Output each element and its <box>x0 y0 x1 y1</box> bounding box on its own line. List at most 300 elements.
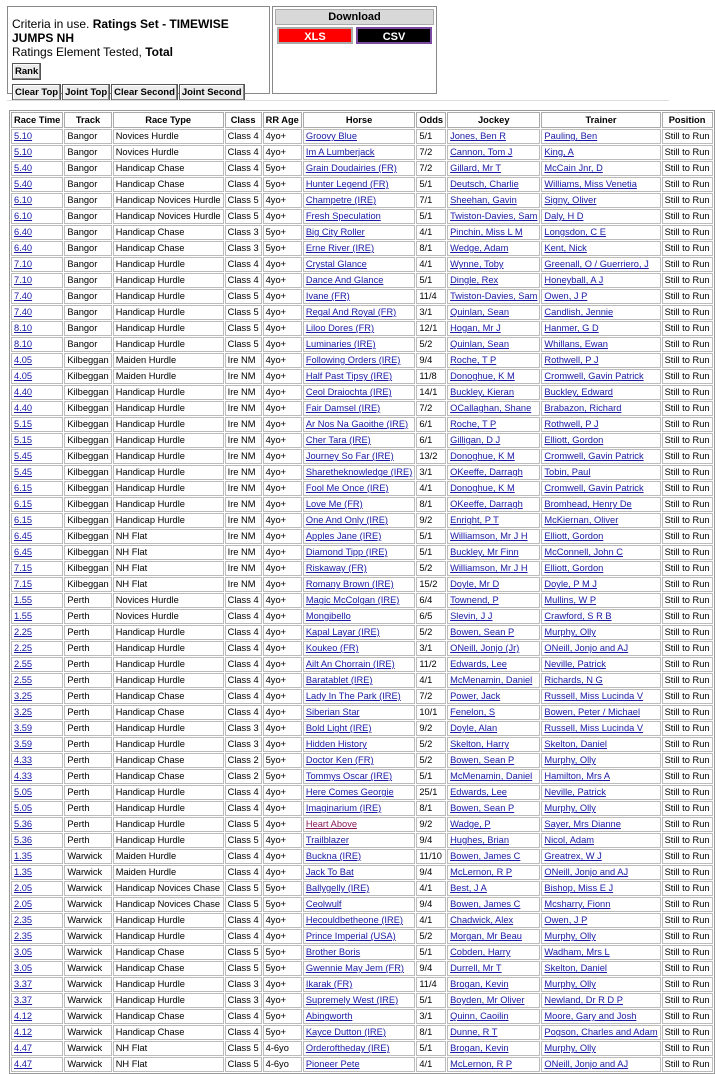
horse-link[interactable]: Pioneer Pete <box>305 1059 360 1069</box>
race-time-cell <box>11 417 63 432</box>
horse-link[interactable]: Kapal Layar (IRE) <box>305 627 380 637</box>
jockey-link[interactable]: Slevin, J J <box>450 611 493 621</box>
table-row <box>11 577 713 592</box>
trainer-link[interactable]: ONeill, Jonjo and AJ <box>544 1059 629 1069</box>
jockey-link[interactable]: Skelton, Harry <box>450 739 509 749</box>
horse-link[interactable]: Lady In The Park (IRE) <box>305 691 401 701</box>
trainer-cell <box>541 1041 660 1056</box>
trainer-link[interactable]: McKiernan, Oliver <box>544 515 619 525</box>
trainer-link[interactable]: ONeill, Jonjo and AJ <box>544 867 629 877</box>
jockey-link[interactable]: McLernon, R P <box>450 1059 513 1069</box>
jockey-link[interactable]: Durrell, Mr T <box>450 963 502 973</box>
trainer-link[interactable]: ONeill, Jonjo and AJ <box>544 643 629 653</box>
rr-age-cell: 4yo+ <box>263 193 302 208</box>
horse-link[interactable]: Following Orders (IRE) <box>305 355 401 365</box>
jockey-link[interactable]: Twiston-Davies, Sam <box>450 291 538 301</box>
horse-link[interactable]: Love Me (FR) <box>305 499 363 509</box>
race-time-link[interactable]: 3.59 <box>14 723 33 733</box>
jockey-link[interactable]: Dingle, Rex <box>450 275 499 285</box>
jockey-cell <box>447 865 540 880</box>
horse-link[interactable]: Abingworth <box>305 1011 353 1021</box>
horse-link[interactable]: Diamond Tipp (IRE) <box>305 547 388 557</box>
trainer-link[interactable]: Cromwell, Gavin Patrick <box>544 483 644 493</box>
horse-link[interactable]: Erne River (IRE) <box>305 243 375 253</box>
trainer-link[interactable]: Elliott, Gordon <box>544 563 604 573</box>
trainer-link[interactable]: Sayer, Mrs Dianne <box>544 819 621 829</box>
jockey-link[interactable]: Edwards, Lee <box>450 787 507 797</box>
horse-link[interactable]: Heart Above <box>305 819 358 829</box>
trainer-link[interactable]: Pauling, Ben <box>544 131 598 141</box>
jockey-link[interactable]: Williamson, Mr J H <box>450 563 528 573</box>
trainer-cell <box>541 401 660 416</box>
trainer-link[interactable]: King, A <box>544 147 574 157</box>
horse-link[interactable]: Doctor Ken (FR) <box>305 755 374 765</box>
jockey-link[interactable]: Gillard, Mr T <box>450 163 502 173</box>
trainer-link[interactable]: Kent, Nick <box>544 243 587 253</box>
horse-link[interactable]: Liloo Dores (FR) <box>305 323 375 333</box>
trainer-link[interactable]: Rothwell, P J <box>544 355 599 365</box>
odds-cell: 6/1 <box>416 433 446 448</box>
race-time-link[interactable]: 5.40 <box>14 163 33 173</box>
jockey-link[interactable]: OKeeffe, Darragh <box>450 499 523 509</box>
trainer-cell <box>541 577 660 592</box>
track-cell: Kilbeggan <box>64 513 111 528</box>
jockey-link[interactable]: Pinchin, Miss L M <box>450 227 523 237</box>
race-time-link[interactable]: 6.45 <box>14 547 33 557</box>
horse-link[interactable]: Gwennie May Jem (FR) <box>305 963 405 973</box>
horse-link[interactable]: Tommys Oscar (IRE) <box>305 771 393 781</box>
trainer-link[interactable]: Murphy, Olly <box>544 1043 596 1053</box>
horse-link[interactable]: Siberian Star <box>305 707 360 717</box>
position-cell: Still to Run <box>662 401 713 416</box>
trainer-link[interactable]: Murphy, Olly <box>544 755 596 765</box>
trainer-link[interactable]: Brabazon, Richard <box>544 403 622 413</box>
trainer-link[interactable]: Murphy, Olly <box>544 627 596 637</box>
clear-top-button[interactable]: Clear Top <box>12 84 61 101</box>
race-type-cell: Handicap Hurdle <box>113 273 224 288</box>
jockey-link[interactable]: Enright, P T <box>450 515 499 525</box>
race-time-link[interactable]: 6.15 <box>14 483 33 493</box>
jockey-link[interactable]: Donoghue, K M <box>450 483 515 493</box>
trainer-cell <box>541 225 660 240</box>
horse-link[interactable]: Orderoftheday (IRE) <box>305 1043 390 1053</box>
jockey-link[interactable]: McLernon, R P <box>450 867 513 877</box>
trainer-cell <box>541 673 660 688</box>
table-row <box>11 433 713 448</box>
trainer-link[interactable]: Rothwell, P J <box>544 419 599 429</box>
jockey-link[interactable]: Williamson, Mr J H <box>450 531 528 541</box>
odds-cell: 13/2 <box>416 449 446 464</box>
race-time-link[interactable]: 3.05 <box>14 963 33 973</box>
race-time-link[interactable]: 7.15 <box>14 579 33 589</box>
race-time-link[interactable]: 4.05 <box>14 355 33 365</box>
jockey-link[interactable]: OKeeffe, Darragh <box>450 467 523 477</box>
trainer-link[interactable]: Pogson, Charles and Adam <box>544 1027 658 1037</box>
jockey-link[interactable]: McMenamin, Daniel <box>450 675 533 685</box>
race-time-link[interactable]: 2.25 <box>14 643 33 653</box>
trainer-link[interactable]: Richards, N G <box>544 675 603 685</box>
race-time-link[interactable]: 7.40 <box>14 291 33 301</box>
trainer-link[interactable]: Signy, Oliver <box>544 195 597 205</box>
table-row <box>11 625 713 640</box>
horse-link[interactable]: Ikarak (FR) <box>305 979 353 989</box>
race-time-link[interactable]: 4.33 <box>14 755 33 765</box>
horse-cell <box>303 817 415 832</box>
race-time-cell <box>11 225 63 240</box>
jockey-link[interactable]: Cobden, Harry <box>450 947 511 957</box>
horse-link[interactable]: Romany Brown (IRE) <box>305 579 394 589</box>
jockey-link[interactable]: Brogan, Kevin <box>450 979 509 989</box>
class-cell: Ire NM <box>225 481 262 496</box>
trainer-link[interactable]: Murphy, Olly <box>544 931 596 941</box>
horse-link[interactable]: Bold Light (IRE) <box>305 723 372 733</box>
jockey-link[interactable]: Roche, T P <box>450 355 497 365</box>
race-time-link[interactable]: 5.05 <box>14 803 33 813</box>
trainer-link[interactable]: McCain Jnr, D <box>544 163 603 173</box>
race-time-link[interactable]: 4.40 <box>14 387 33 397</box>
race-time-link[interactable]: 6.15 <box>14 499 33 509</box>
race-time-link[interactable]: 1.35 <box>14 867 33 877</box>
horse-link[interactable]: Trailblazer <box>305 835 349 845</box>
race-time-link[interactable]: 5.05 <box>14 787 33 797</box>
class-cell: Class 3 <box>225 225 262 240</box>
horse-link[interactable]: Journey So Far (IRE) <box>305 451 394 461</box>
race-time-link[interactable]: 7.10 <box>14 275 33 285</box>
race-time-link[interactable]: 7.10 <box>14 259 33 269</box>
jockey-link[interactable]: Doyle, Mr D <box>450 579 500 589</box>
clear-second-button[interactable]: Clear Second <box>111 84 178 101</box>
race-time-link[interactable]: 5.45 <box>14 451 33 461</box>
horse-link[interactable]: Magic McColgan (IRE) <box>305 595 400 605</box>
race-time-link[interactable]: 4.12 <box>14 1011 33 1021</box>
jockey-cell <box>447 193 540 208</box>
jockey-link[interactable]: Best, J A <box>450 883 487 893</box>
horse-link[interactable]: Kayce Dutton (IRE) <box>305 1027 386 1037</box>
horse-link[interactable]: Sharetheknowledge (IRE) <box>305 467 413 477</box>
odds-cell: 8/1 <box>416 241 446 256</box>
position-header: Position <box>662 112 713 128</box>
position-cell: Still to Run <box>662 209 713 224</box>
horse-link[interactable]: Apples Jane (IRE) <box>305 531 382 541</box>
odds-cell: 4/1 <box>416 913 446 928</box>
trainer-link[interactable]: Whillans, Ewan <box>544 339 608 349</box>
class-cell: Ire NM <box>225 561 262 576</box>
horse-cell <box>303 337 415 352</box>
trainer-link[interactable]: Skelton, Daniel <box>544 739 607 749</box>
horse-link[interactable]: Ar Nos Na Gaoithe (IRE) <box>305 419 409 429</box>
trainer-link[interactable]: Neville, Patrick <box>544 659 606 669</box>
race-time-link[interactable]: 5.15 <box>14 419 33 429</box>
race-time-link[interactable]: 4.33 <box>14 771 33 781</box>
race-time-link[interactable]: 5.36 <box>14 819 33 829</box>
jockey-link[interactable]: Quinlan, Sean <box>450 339 510 349</box>
jockey-link[interactable]: Cannon, Tom J <box>450 147 513 157</box>
horse-link[interactable]: Here Comes Georgie <box>305 787 394 797</box>
race-time-link[interactable]: 2.55 <box>14 675 33 685</box>
jockey-link[interactable]: Roche, T P <box>450 419 497 429</box>
horse-link[interactable]: Mongibello <box>305 611 351 621</box>
trainer-link[interactable]: McConnell, John C <box>544 547 623 557</box>
jockey-link[interactable]: Edwards, Lee <box>450 659 507 669</box>
race-time-link[interactable]: 7.15 <box>14 563 33 573</box>
trainer-link[interactable]: Moore, Gary and Josh <box>544 1011 637 1021</box>
jockey-link[interactable]: Power, Jack <box>450 691 501 701</box>
race-time-link[interactable]: 3.25 <box>14 707 33 717</box>
race-time-link[interactable]: 5.40 <box>14 179 33 189</box>
position-cell: Still to Run <box>662 513 713 528</box>
race-time-link[interactable]: 5.10 <box>14 131 33 141</box>
track-cell: Perth <box>64 833 111 848</box>
race-time-cell <box>11 177 63 192</box>
jockey-link[interactable]: Morgan, Mr Beau <box>450 931 522 941</box>
race-time-link[interactable]: 2.05 <box>14 883 33 893</box>
jockey-cell <box>447 385 540 400</box>
jockey-link[interactable]: Bowen, James C <box>450 851 521 861</box>
track-cell: Warwick <box>64 961 111 976</box>
horse-link[interactable]: Ivane (FR) <box>305 291 350 301</box>
race-time-link[interactable]: 6.40 <box>14 243 33 253</box>
trainer-link[interactable]: Wadham, Mrs L <box>544 947 610 957</box>
class-cell: Ire NM <box>225 401 262 416</box>
horse-link[interactable]: Hunter Legend (FR) <box>305 179 389 189</box>
horse-link[interactable]: Hecouldbetheone (IRE) <box>305 915 404 925</box>
race-time-link[interactable]: 2.55 <box>14 659 33 669</box>
horse-link[interactable]: Jack To Bat <box>305 867 354 877</box>
jockey-link[interactable]: Donoghue, K M <box>450 451 515 461</box>
trainer-link[interactable]: Russell, Miss Lucinda V <box>544 691 644 701</box>
horse-link[interactable]: Ceolwulf <box>305 899 342 909</box>
trainer-link[interactable]: Cromwell, Gavin Patrick <box>544 371 644 381</box>
trainer-link[interactable]: Greatrex, W J <box>544 851 602 861</box>
horse-link[interactable]: Brother Boris <box>305 947 361 957</box>
race-time-link[interactable]: 2.35 <box>14 931 33 941</box>
trainer-link[interactable]: Russell, Miss Lucinda V <box>544 723 644 733</box>
race-time-link[interactable]: 3.05 <box>14 947 33 957</box>
odds-cell: 15/2 <box>416 577 446 592</box>
horse-link[interactable]: Cher Tara (IRE) <box>305 435 371 445</box>
odds-header: Odds <box>416 112 446 128</box>
trainer-link[interactable]: Owen, J P <box>544 291 588 301</box>
horse-link[interactable]: Fair Damsel (IRE) <box>305 403 381 413</box>
jockey-link[interactable]: Fenelon, S <box>450 707 496 717</box>
joint-top-button[interactable]: Joint Top <box>62 84 110 101</box>
trainer-link[interactable]: Candlish, Jennie <box>544 307 614 317</box>
class-cell: Class 4 <box>225 257 262 272</box>
jockey-link[interactable]: Wynne, Toby <box>450 259 504 269</box>
horse-link[interactable]: Imaginarium (IRE) <box>305 803 382 813</box>
horse-link[interactable]: Grain Doudairies (FR) <box>305 163 397 173</box>
race-time-link[interactable]: 4.05 <box>14 371 33 381</box>
race-time-link[interactable]: 4.47 <box>14 1043 33 1053</box>
jockey-link[interactable]: Wedge, Adam <box>450 243 509 253</box>
jockey-link[interactable]: Sheehan, Gavin <box>450 195 517 205</box>
jockey-link[interactable]: Jones, Ben R <box>450 131 506 141</box>
race-time-link[interactable]: 6.45 <box>14 531 33 541</box>
jockey-link[interactable]: Brogan, Kevin <box>450 1043 509 1053</box>
trainer-link[interactable]: Elliott, Gordon <box>544 531 604 541</box>
trainer-link[interactable]: Neville, Patrick <box>544 787 606 797</box>
race-time-link[interactable]: 3.25 <box>14 691 33 701</box>
trainer-link[interactable]: Skelton, Daniel <box>544 963 607 973</box>
jockey-link[interactable]: Gilligan, D J <box>450 435 501 445</box>
track-cell: Perth <box>64 593 111 608</box>
trainer-link[interactable]: Owen, J P <box>544 915 588 925</box>
xls-download-button[interactable]: XLS <box>277 27 353 44</box>
race-time-link[interactable]: 2.05 <box>14 899 33 909</box>
jockey-link[interactable]: Chadwick, Alex <box>450 915 514 925</box>
trainer-link[interactable]: Tobin, Paul <box>544 467 591 477</box>
horse-link[interactable]: Ailt An Chorrain (IRE) <box>305 659 395 669</box>
horse-link[interactable]: Buckna (IRE) <box>305 851 362 861</box>
jockey-link[interactable]: Bowen, James C <box>450 899 521 909</box>
jockey-link[interactable]: Hogan, Mr J <box>450 323 501 333</box>
trainer-link[interactable]: Elliott, Gordon <box>544 435 604 445</box>
rr-age-cell: 4yo+ <box>263 385 302 400</box>
trainer-link[interactable]: Hanmer, G D <box>544 323 599 333</box>
race-time-link[interactable]: 3.37 <box>14 979 33 989</box>
trainer-link[interactable]: Mullins, W P <box>544 595 597 605</box>
race-time-link[interactable]: 5.15 <box>14 435 33 445</box>
horse-link[interactable]: Groovy Blue <box>305 131 358 141</box>
horse-link[interactable]: Im A Lumberjack <box>305 147 375 157</box>
trainer-link[interactable]: Newland, Dr R D P <box>544 995 623 1005</box>
jockey-link[interactable]: Twiston-Davies, Sam <box>450 211 538 221</box>
race-time-link[interactable]: 3.59 <box>14 739 33 749</box>
jockey-link[interactable]: ONeill, Jonjo (Jr) <box>450 643 520 653</box>
jockey-link[interactable]: Buckley, Kieran <box>450 387 514 397</box>
trainer-cell <box>541 593 660 608</box>
jockey-link[interactable]: Townend, P <box>450 595 499 605</box>
race-time-link[interactable]: 8.10 <box>14 323 33 333</box>
race-time-link[interactable]: 6.40 <box>14 227 33 237</box>
jockey-link[interactable]: McMenamin, Daniel <box>450 771 533 781</box>
race-time-cell <box>11 481 63 496</box>
race-time-link[interactable]: 1.55 <box>14 595 33 605</box>
race-time-cell <box>11 929 63 944</box>
race-time-link[interactable]: 1.35 <box>14 851 33 861</box>
jockey-link[interactable]: OCallaghan, Shane <box>450 403 532 413</box>
race-time-link[interactable]: 3.37 <box>14 995 33 1005</box>
csv-download-button[interactable]: CSV <box>356 27 432 44</box>
trainer-cell <box>541 689 660 704</box>
horse-link[interactable]: Riskaway (FR) <box>305 563 367 573</box>
trainer-cell <box>541 641 660 656</box>
table-row <box>11 945 713 960</box>
download-panel <box>272 6 437 94</box>
race-time-link[interactable]: 4.47 <box>14 1059 33 1069</box>
horse-link[interactable]: Fresh Speculation <box>305 211 381 221</box>
horse-link[interactable]: Luminaries (IRE) <box>305 339 376 349</box>
race-time-link[interactable]: 2.35 <box>14 915 33 925</box>
race-time-link[interactable]: 5.10 <box>14 147 33 157</box>
trainer-link[interactable]: Murphy, Olly <box>544 979 596 989</box>
jockey-link[interactable]: Donoghue, K M <box>450 371 515 381</box>
horse-link[interactable]: Dance And Glance <box>305 275 384 285</box>
horse-link[interactable]: Baratablet (IRE) <box>305 675 373 685</box>
race-time-link[interactable]: 4.12 <box>14 1027 33 1037</box>
trainer-link[interactable]: Mcsharry, Fionn <box>544 899 611 909</box>
trainer-cell <box>541 657 660 672</box>
rr-age-cell: 4yo+ <box>263 433 302 448</box>
horse-link[interactable]: Crystal Glance <box>305 259 367 269</box>
odds-cell: 11/2 <box>416 657 446 672</box>
trainer-link[interactable]: Williams, Miss Venetia <box>544 179 637 189</box>
trainer-link[interactable]: Bowen, Peter / Michael <box>544 707 641 717</box>
race-time-link[interactable]: 1.55 <box>14 611 33 621</box>
jockey-link[interactable]: Boyden, Mr Oliver <box>450 995 525 1005</box>
jockey-link[interactable]: Quinlan, Sean <box>450 307 510 317</box>
trainer-link[interactable]: Doyle, P M J <box>544 579 597 589</box>
jockey-link[interactable]: Bowen, Sean P <box>450 803 515 813</box>
horse-link[interactable]: One And Only (IRE) <box>305 515 389 525</box>
jockey-link[interactable]: Dunne, R T <box>450 1027 498 1037</box>
table-row <box>11 769 713 784</box>
horse-link[interactable]: Champetre (IRE) <box>305 195 377 205</box>
trainer-link[interactable]: Longsdon, C E <box>544 227 606 237</box>
race-time-link[interactable]: 4.40 <box>14 403 33 413</box>
trainer-link[interactable]: Bishop, Miss E J <box>544 883 614 893</box>
jockey-link[interactable]: Wadge, P <box>450 819 491 829</box>
jockey-link[interactable]: Hughes, Brian <box>450 835 510 845</box>
joint-second-button[interactable]: Joint Second <box>179 84 245 101</box>
trainer-link[interactable]: Murphy, Olly <box>544 803 596 813</box>
rank-button[interactable]: Rank <box>12 63 41 80</box>
horse-cell <box>303 977 415 992</box>
race-time-link[interactable]: 2.25 <box>14 627 33 637</box>
trainer-cell <box>541 561 660 576</box>
horse-link[interactable]: Prince Imperial (USA) <box>305 931 396 941</box>
race-time-link[interactable]: 5.36 <box>14 835 33 845</box>
jockey-link[interactable]: Doyle, Alan <box>450 723 498 733</box>
race-time-link[interactable]: 8.10 <box>14 339 33 349</box>
trainer-link[interactable]: Crawford, S R B <box>544 611 612 621</box>
trainer-link[interactable]: Daly, H D <box>544 211 584 221</box>
horse-link[interactable]: Hidden History <box>305 739 367 749</box>
race-type-cell: Novices Hurdle <box>113 593 224 608</box>
horse-link[interactable]: Supremely West (IRE) <box>305 995 399 1005</box>
horse-link[interactable]: Half Past Tipsy (IRE) <box>305 371 393 381</box>
horse-link[interactable]: Regal And Royal (FR) <box>305 307 397 317</box>
jockey-link[interactable]: Quinn, Caoilin <box>450 1011 509 1021</box>
race-time-link[interactable]: 5.45 <box>14 467 33 477</box>
trainer-link[interactable]: Nicol, Adam <box>544 835 595 845</box>
trainer-link[interactable]: Bromhead, Henry De <box>544 499 632 509</box>
race-time-link[interactable]: 7.40 <box>14 307 33 317</box>
jockey-link[interactable]: Buckley, Mr Finn <box>450 547 519 557</box>
horse-cell <box>303 929 415 944</box>
horse-link[interactable]: Koukeo (FR) <box>305 643 359 653</box>
race-time-link[interactable]: 6.10 <box>14 195 33 205</box>
element-value: Total <box>145 45 173 59</box>
trainer-link[interactable]: Buckley, Edward <box>544 387 613 397</box>
race-time-link[interactable]: 6.15 <box>14 515 33 525</box>
trainer-link[interactable]: Honeyball, A J <box>544 275 604 285</box>
horse-link[interactable]: Big City Roller <box>305 227 365 237</box>
race-time-link[interactable]: 6.10 <box>14 211 33 221</box>
horse-link[interactable]: Fool Me Once (IRE) <box>305 483 389 493</box>
table-row <box>11 1057 713 1072</box>
jockey-link[interactable]: Bowen, Sean P <box>450 627 515 637</box>
jockey-link[interactable]: Bowen, Sean P <box>450 755 515 765</box>
trainer-link[interactable]: Cromwell, Gavin Patrick <box>544 451 644 461</box>
jockey-link[interactable]: Deutsch, Charlie <box>450 179 519 189</box>
race-type-cell: Handicap Hurdle <box>113 417 224 432</box>
horse-link[interactable]: Ceol Draiochta (IRE) <box>305 387 392 397</box>
horse-link[interactable]: Ballygelly (IRE) <box>305 883 370 893</box>
horse-cell <box>303 273 415 288</box>
trainer-link[interactable]: Hamilton, Mrs A <box>544 771 611 781</box>
trainer-link[interactable]: Greenall, O / Guerriero, J <box>544 259 649 269</box>
